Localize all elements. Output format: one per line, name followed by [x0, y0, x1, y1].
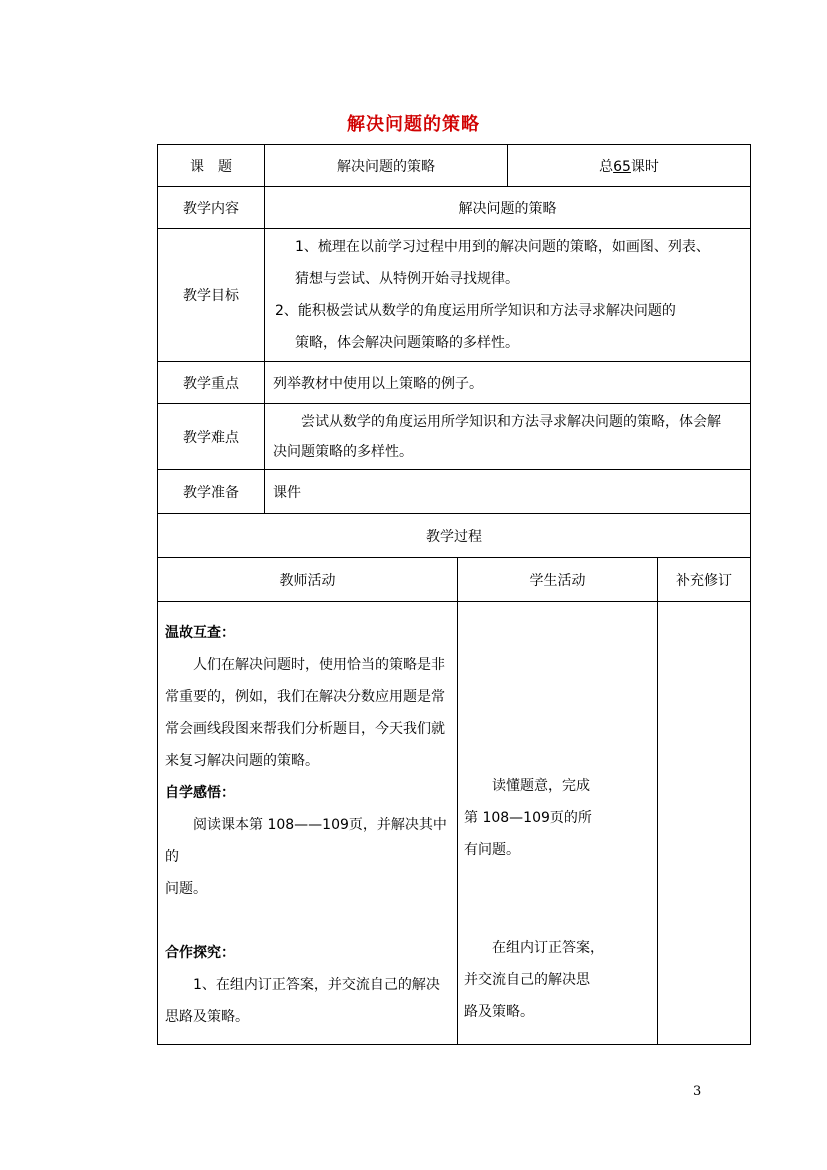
section-heading: 温故互查：	[165, 625, 235, 641]
total-number: 65	[613, 158, 631, 175]
student-line: 有问题。	[464, 842, 520, 858]
page-number: 3	[693, 1084, 702, 1099]
content-label: 教学内容	[158, 187, 265, 229]
page-title: 解决问题的策略	[347, 114, 480, 135]
spacer	[464, 866, 651, 932]
student-line: 在组内订正答案，	[464, 940, 604, 956]
process-label: 教学过程	[158, 514, 751, 558]
student-line: 路及策略。	[464, 1004, 534, 1020]
paragraph-line: 来复习解决问题的策略。	[165, 753, 319, 769]
student-line: 第 108—109页的所	[464, 810, 592, 826]
student-activity	[458, 602, 658, 1045]
key-point-label: 教学重点	[158, 362, 265, 404]
paragraph-line: 常重要的，例如，我们在解决分数应用题是常	[165, 689, 445, 705]
section-heading: 合作探究：	[165, 945, 235, 961]
student-line: 读懂题意，完成	[464, 778, 590, 794]
prep-row	[158, 470, 751, 514]
paragraph-line: 问题。	[165, 881, 207, 897]
difficulty-line: 尝试从数学的角度运用所学知识和方法寻求解决问题的策略，体会解	[273, 413, 721, 430]
process-row	[158, 514, 751, 558]
goal-line: 1、梳理在以前学习过程中用到的解决问题的策略，如画图、列表、	[295, 239, 710, 255]
goals-row	[158, 229, 751, 362]
prep-label: 教学准备	[158, 470, 265, 514]
topic-row	[158, 145, 751, 187]
key-point-row	[158, 362, 751, 404]
goals-value	[265, 229, 751, 362]
notes-cell	[658, 602, 751, 1045]
topic-value: 解决问题的策略	[265, 145, 508, 187]
section-heading: 自学感悟：	[165, 785, 235, 801]
paragraph-line: 常会画线段图来帮我们分析题目，今天我们就	[165, 721, 445, 737]
key-point-value: 列举教材中使用以上策略的例子。	[265, 362, 751, 404]
paragraph-line: 人们在解决问题时，使用恰当的策略是非	[165, 657, 445, 673]
paragraph-line: 阅读课本第 108——109页，并解决其中的	[165, 817, 447, 865]
goal-line: 2、能积极尝试从数学的角度运用所学知识和方法寻求解决问题的	[275, 303, 676, 319]
activity-body-row	[158, 602, 751, 1045]
student-activity-header: 学生活动	[458, 558, 658, 602]
difficulty-value	[265, 404, 751, 470]
teacher-activity-header: 教师活动	[158, 558, 458, 602]
content-value: 解决问题的策略	[265, 187, 751, 229]
total-lessons	[508, 145, 751, 187]
goals-label: 教学目标	[158, 229, 265, 362]
lesson-plan-table	[157, 144, 751, 1045]
content-row	[158, 187, 751, 229]
goal-line: 策略，体会解决问题策略的多样性。	[295, 335, 519, 351]
total-prefix: 总	[599, 158, 614, 175]
difficulty-label: 教学难点	[158, 404, 265, 470]
spacer	[464, 618, 651, 770]
notes-header: 补充修订	[658, 558, 751, 602]
student-line: 并交流自己的解决思	[464, 972, 590, 988]
activity-header-row	[158, 558, 751, 602]
difficulty-line: 决问题策略的多样性。	[273, 443, 413, 460]
prep-value: 课件	[265, 470, 751, 514]
paragraph-line: 思路及策略。	[165, 1009, 249, 1025]
paragraph-line: 1、在组内订正答案，并交流自己的解决	[165, 977, 440, 993]
difficulty-row	[158, 404, 751, 470]
teacher-activity	[158, 602, 458, 1045]
spacer	[165, 905, 451, 937]
topic-label: 课 题	[158, 145, 265, 187]
goal-line: 猜想与尝试、从特例开始寻找规律。	[295, 271, 519, 287]
total-suffix: 课时	[630, 158, 659, 175]
